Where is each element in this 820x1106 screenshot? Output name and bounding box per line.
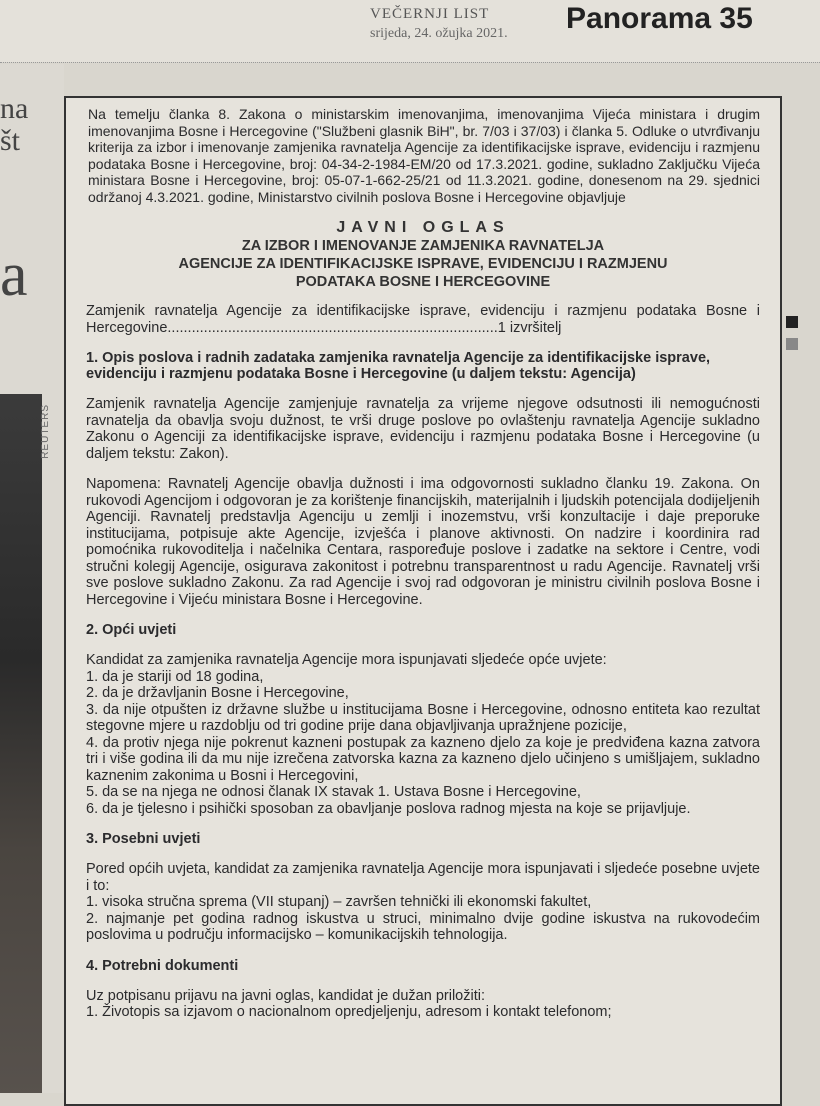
black-registration-mark — [786, 316, 798, 328]
section-2-intro: Kandidat za zamjenika ravnatelja Agencije mora ispunjavati sljedeće opće uvjete: — [86, 652, 607, 668]
headline-fragment: na — [0, 92, 29, 125]
section-2-list — [86, 652, 760, 817]
section-1-heading: 1. Opis poslova i radnih zadataka zamjenika ravnatelja Agencije za identifikacijske isprave, evidenciju i razmjenu podataka Bosne i Hercegovine (u daljem tekstu: Agencija) — [86, 350, 711, 382]
title-line-4: PODATAKA BOSNE I HERCEGOVINE — [295, 274, 551, 290]
public-notice-box — [64, 96, 782, 1106]
legal-preamble: Na temelju članka 8. Zakona o ministarskim imenovanjima, imenovanjima Vijeća ministara i drugim imenovanjima Bosne i Hercegovine ("Službeni glasnik BiH", br. 7/03 i 37/03) i članka 5. Odluke o utvrđivanju kriterija za izbor i imenovanje zamjenika ravnatelja Agencije za identifikacijske isprave, evidenciju i razmjenu podataka Bosne i Hercegovine, broj: 04-34-2-1984-EM/20 od 17.3.2021. godine, sukladno Zaključku Vijeća ministara Bosne i Hercegovine, broj: 05-07-1-662-25/21 od 11.3.2021. godine, donesenom na 29. sjednici održanoj 4.3.2021. godine, Ministarstvo civilnih poslova Bosne i Hercegovine objavljuje — [88, 106, 760, 205]
position-line: Zamjenik ravnatelja Agencije za identifikacijske isprave, evidenciju i razmjenu podataka Bosne i Hercegovine..................................................................................1 izvršitelj — [86, 303, 760, 336]
title-line-3: AGENCIJE ZA IDENTIFIKACIJSKE ISPRAVE, EVIDENCIJU I RAZMJENU — [178, 256, 668, 272]
large-letter-fragment: a — [0, 241, 28, 309]
list-item: 1. Životopis sa izjavom o nacionalnom opredjeljenju, adresom i kontakt telefonom; — [86, 1004, 612, 1020]
section-2-heading: 2. Opći uvjeti — [86, 622, 177, 638]
title-line-2: ZA IZBOR I IMENOVANJE ZAMJENIKA RAVNATELJA — [241, 238, 605, 254]
newspaper-name: VEČERNJI LIST — [370, 6, 490, 22]
list-item: 2. da je državljanin Bosne i Hercegovine, — [86, 685, 349, 701]
color-registration-marks — [786, 316, 798, 360]
section-1-note: Napomena: Ravnatelj Agencije obavlja dužnosti i ima odgovornosti sukladno članku 19. Zakona. On rukovodi Agencijom i odgovoran je za korištenje financijskih, materijalnih i ljudskih potencijala dodijeljenih Agenciji. Ravnatelj predstavlja Agenciju u zemlji i inozemstvu, vrši konzultacije i daje preporuke institucijama, potpisuje akte Agencije, izvješća i planove aktivnosti. On nadzire i koordinira rad pomoćnika rukovoditelja i načelnika Centara, raspoređuje poslove i zadatke na sektore i Centre, vodi stručni kolegij Agencije, osigurava zakonitost i potrebnu transparentnost u radu Agencije. Ravnatelj vrši sve poslove sukladno Zakonu. Za rad Agencije i svoj rad odgovoran je ministru civilnih poslova Bosne i Hercegovine i Vijeću ministara Bosne i Hercegovine. — [86, 476, 760, 608]
list-item: 1. visoka stručna sprema (VII stupanj) – završen tehnički ili ekonomski fakultet, — [86, 894, 592, 910]
headline-fragment: št — [0, 124, 21, 157]
section-4-intro: Uz potpisanu prijavu na javni oglas, kandidat je dužan priložiti: — [86, 987, 485, 1004]
section-1-paragraph: Zamjenik ravnatelja Agencije zamjenjuje ravnatelja za vrijeme njegove odsutnosti ili nemogućnosti ravnatelja da obavlja svoju dužnost, te vrši druge poslove po ovlaštenju ravnatelja Agencije sukladno Zakonu o Agenciji za identifikacijske isprave, evidenciju i razmjenu podataka Bosne i Hercegovine (u daljem tekstu: Zakon). — [86, 396, 760, 462]
photo-credit: REUTERS — [40, 404, 51, 459]
list-item: 1. da je stariji od 18 godina, — [86, 668, 264, 685]
adjacent-article-column — [0, 64, 64, 1093]
notice-title — [86, 219, 760, 291]
section-page-label: Panorama 35 — [566, 2, 753, 35]
header-divider — [0, 62, 820, 63]
section-3-heading: 3. Posebni uvjeti — [86, 831, 201, 847]
list-item: 5. da se na njega ne odnosi članak IX stavak 1. Ustava Bosne i Hercegovine, — [86, 784, 581, 800]
list-item: 3. da nije otpušten iz državne službe u institucijama Bosne i Hercegovine, odnosno entiteta kao rezultat stegovne mjere u razdoblju od tri godine prije dana objavljivanja upražnjene pozicije, — [86, 701, 760, 734]
list-item: 2. najmanje pet godina radnog iskustva u struci, minimalno dvije godine iskustva na rukovodećim poslovima u području informacijsko – komunikacijskih tehnologija. — [86, 910, 760, 943]
title-main: JAVNI OGLAS — [336, 219, 510, 236]
section-4-heading: 4. Potrebni dokumenti — [86, 957, 239, 974]
gray-registration-mark — [786, 338, 798, 350]
section-4-list — [86, 988, 760, 1021]
issue-date: srijeda, 24. ožujka 2021. — [370, 26, 508, 41]
section-3-list — [86, 861, 760, 944]
list-item: 6. da je tjelesno i psihički sposoban za obavljanje poslova radnog mjesta na koje se prijavljuje. — [86, 800, 691, 817]
news-photo — [0, 394, 42, 1093]
list-item: 4. da protiv njega nije pokrenut kazneni postupak za kazneno djelo za koje je predviđena kazna zatvora tri i više godina ili da mu nije izrečena zatvorska kazna za kazneno djelo učinjeno s umišljajem, sukladno kaznenim zakonima u Bosni i Hercegovini, — [86, 734, 760, 784]
section-3-intro: Pored općih uvjeta, kandidat za zamjenika ravnatelja Agencije mora ispunjavati i sljedeće posebne uvjete i to: — [86, 861, 760, 894]
page-header — [0, 0, 820, 62]
